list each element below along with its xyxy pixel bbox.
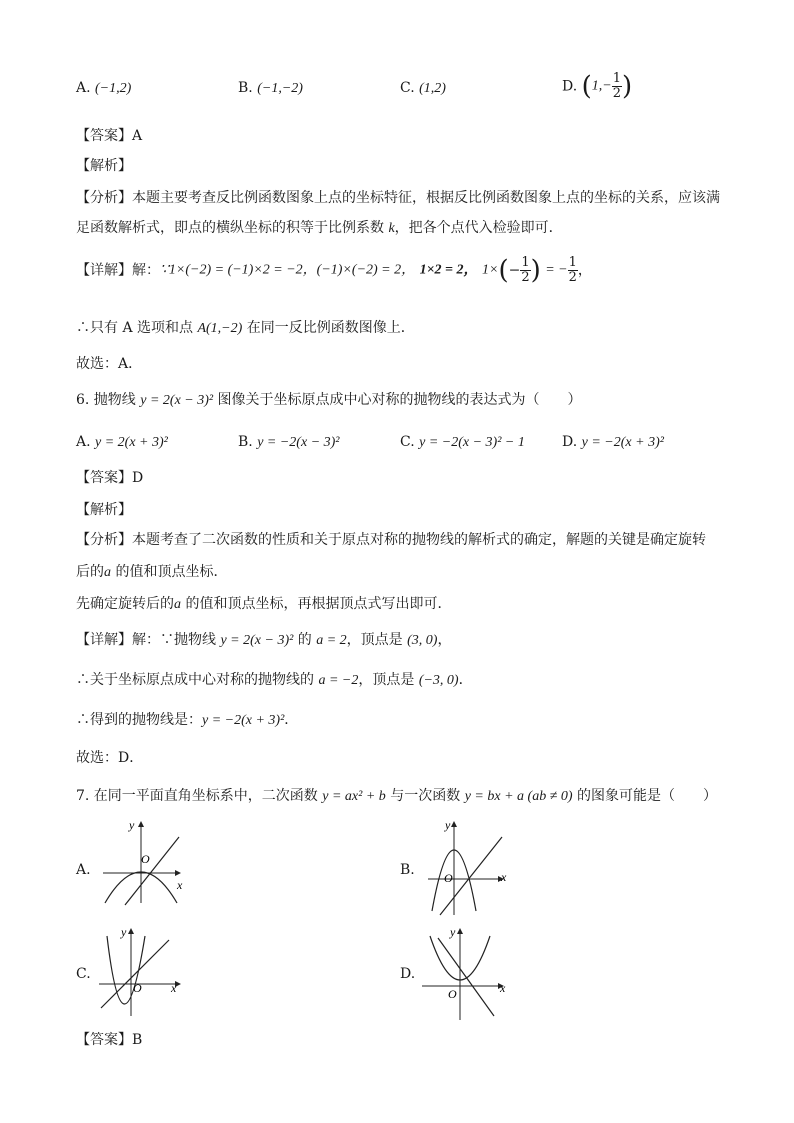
q5-answer: 【答案】A [76, 128, 143, 144]
q5-analysis-title: 【解析】 [76, 158, 132, 174]
q6-choose: 故选：D． [76, 750, 144, 766]
q6-option-a: A. y = 2(x + 3)² [76, 434, 168, 450]
q6-option-d: D. y = −2(x + 3)² [562, 434, 664, 450]
q5-option-b: B. (−1,−2) [238, 80, 303, 96]
q5-analysis-line1: 【分析】本题主要考查反比例函数图象上点的坐标特征，根据反比例函数图象上点的坐标的关系，应该满 [76, 190, 720, 206]
svg-text:x: x [501, 870, 507, 884]
q6-symmetry: ∴关于坐标原点成中心对称的抛物线的 a = −2，顶点是 (−3, 0)． [76, 672, 473, 688]
svg-text:x: x [171, 981, 177, 995]
q5-choose: 故选：A． [76, 356, 143, 372]
q7-graph-b-label: B. [400, 862, 415, 878]
q5-option-a: A. (−1,2) [76, 80, 132, 96]
q6-analysis-line2: 后的a 的值和顶点坐标． [76, 564, 228, 580]
q6-analysis-line3: 先确定旋转后的a 的值和顶点坐标，再根据顶点式写出即可． [76, 596, 452, 612]
q6-result: ∴得到的抛物线是：y = −2(x + 3)²． [76, 712, 299, 728]
svg-text:O: O [448, 987, 457, 1001]
q7-stem: 7. 在同一平面直角坐标系中，二次函数 y = ax² + b 与一次函数 y = bx + a (ab ≠ 0) 的图象可能是（ ） [76, 788, 717, 804]
q6-analysis-title: 【解析】 [76, 502, 132, 518]
q5-conclusion: ∴只有 A 选项和点 A(1,−2) 在同一反比例函数图像上． [76, 320, 415, 336]
q6-analysis-line1: 【分析】本题考查了二次函数的性质和关于原点对称的抛物线的解析式的确定，解题的关键是确定旋转 [76, 532, 706, 548]
q7-graph-c-label: C. [76, 966, 91, 982]
svg-text:O: O [133, 981, 142, 995]
q6-detail: 【详解】解：∵抛物线 y = 2(x − 3)² 的 a = 2，顶点是 (3, 0)， [76, 632, 452, 648]
q7-graph-a-label: A. [76, 862, 91, 878]
q7-answer: 【答案】B [76, 1032, 143, 1048]
svg-text:x: x [500, 981, 506, 995]
q7-graph-d-label: D. [400, 966, 416, 982]
q7-graph-a [95, 815, 195, 907]
origin-label: O [141, 852, 150, 866]
y-axis-label: y [129, 818, 135, 832]
svg-text:y: y [445, 818, 451, 832]
x-axis-label: x [177, 878, 183, 892]
svg-text:y: y [450, 925, 456, 939]
svg-text:O: O [444, 871, 453, 885]
svg-text:y: y [121, 925, 127, 939]
q5-option-d: D. (1,− $\frac{1}{2}$ ) [562, 71, 633, 102]
q6-answer: 【答案】D [76, 470, 144, 486]
q5-detail: 【详解】解：∵1×(−2) = (−1)×2 = −2，(−1)×(−2) = 2， 1×2 = 2， 1×(− $\frac{1}{2}$ ) = − $\frac{1}{2}$ ， [76, 255, 592, 286]
q5-option-c: C. (1,2) [400, 80, 446, 96]
q7-graph-d [418, 922, 518, 1022]
q6-option-c: C. y = −2(x − 3)² − 1 [400, 434, 525, 450]
q7-graph-b [418, 815, 518, 920]
q5-analysis-line2: 足函数解析式，即点的横纵坐标的积等于比例系数 k，把各个点代入检验即可． [76, 220, 563, 236]
q6-stem: 6. 抛物线 y = 2(x − 3)² 图像关于坐标原点成中心对称的抛物线的表达式为（ ） [76, 392, 582, 408]
q7-graph-c [95, 922, 195, 1020]
q6-option-b: B. y = −2(x − 3)² [238, 434, 340, 450]
